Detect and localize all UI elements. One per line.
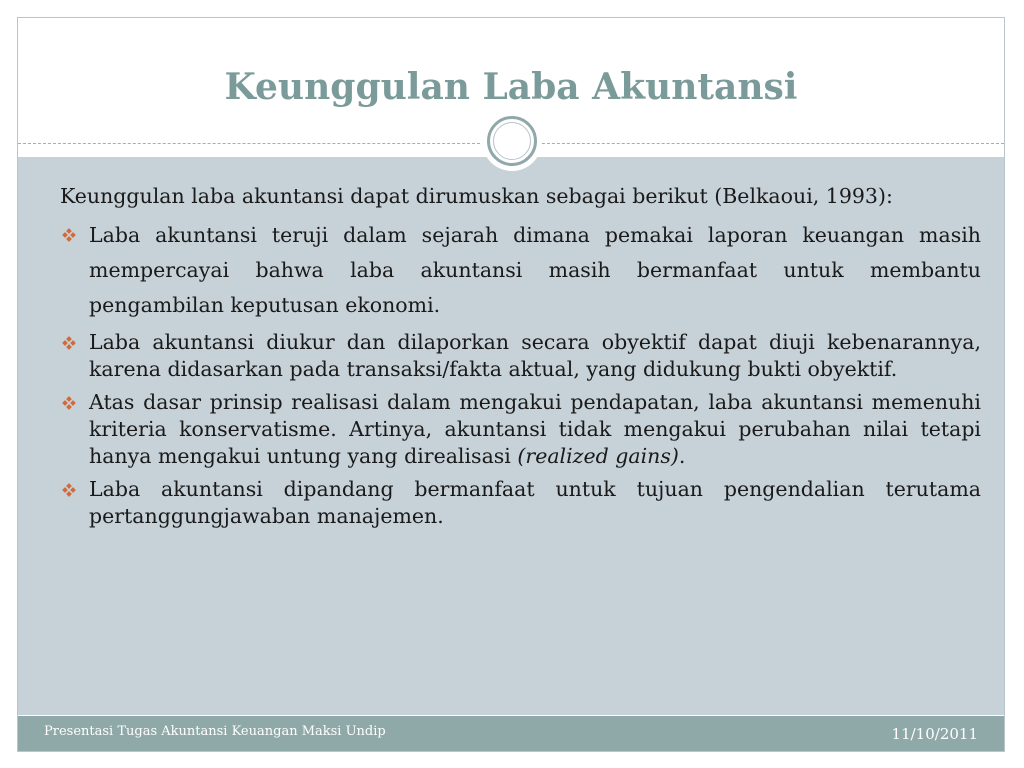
- list-item: [60, 389, 981, 470]
- bullet-list: [60, 218, 981, 530]
- diamond-bullet-icon: [64, 230, 74, 240]
- footer-bar: [18, 716, 1004, 751]
- footer-presentation-title: Presentasi Tugas Akuntansi Keuangan Maksi Undip: [44, 724, 386, 739]
- diamond-bullet-icon: [64, 485, 74, 495]
- diamond-bullet-icon: [64, 398, 74, 408]
- bullet-italic-text: (realized gains): [517, 444, 679, 468]
- circle-ornament-inner: [493, 122, 531, 160]
- diamond-bullet-icon: [64, 338, 74, 348]
- footer-date: 11/10/2011: [891, 725, 978, 743]
- slide-title: Keunggulan Laba Akuntansi: [224, 66, 798, 108]
- bullet-text-end: .: [678, 444, 686, 468]
- list-item: [60, 329, 981, 383]
- bullet-text: Atas dasar prinsip realisasi dalam mengakui pendapatan, laba akuntansi memenuhi kriteria konservatisme. Artinya, akuntansi tidak mengakui perubahan nilai tetapi hanya mengakui untung yang direalisasi: [89, 390, 981, 468]
- slide-body: [60, 183, 981, 536]
- intro-paragraph: Keunggulan laba akuntansi dapat dirumuskan sebagai berikut (Belkaoui, 1993):: [60, 184, 893, 208]
- bullet-text: Laba akuntansi teruji dalam sejarah dimana pemakai laporan keuangan masih mempercayai bahwa laba akuntansi masih bermanfaat untuk membantu pengambilan keputusan ekonomi.: [89, 223, 981, 317]
- bullet-text: Laba akuntansi dipandang bermanfaat untuk tujuan pengendalian terutama pertanggungjawaban manajemen.: [89, 477, 981, 528]
- list-item: [60, 218, 981, 323]
- bullet-text: Laba akuntansi diukur dan dilaporkan secara obyektif dapat diuji kebenarannya, karena didasarkan pada transaksi/fakta aktual, yang didukung bukti obyektif.: [89, 330, 981, 381]
- list-item: [60, 476, 981, 530]
